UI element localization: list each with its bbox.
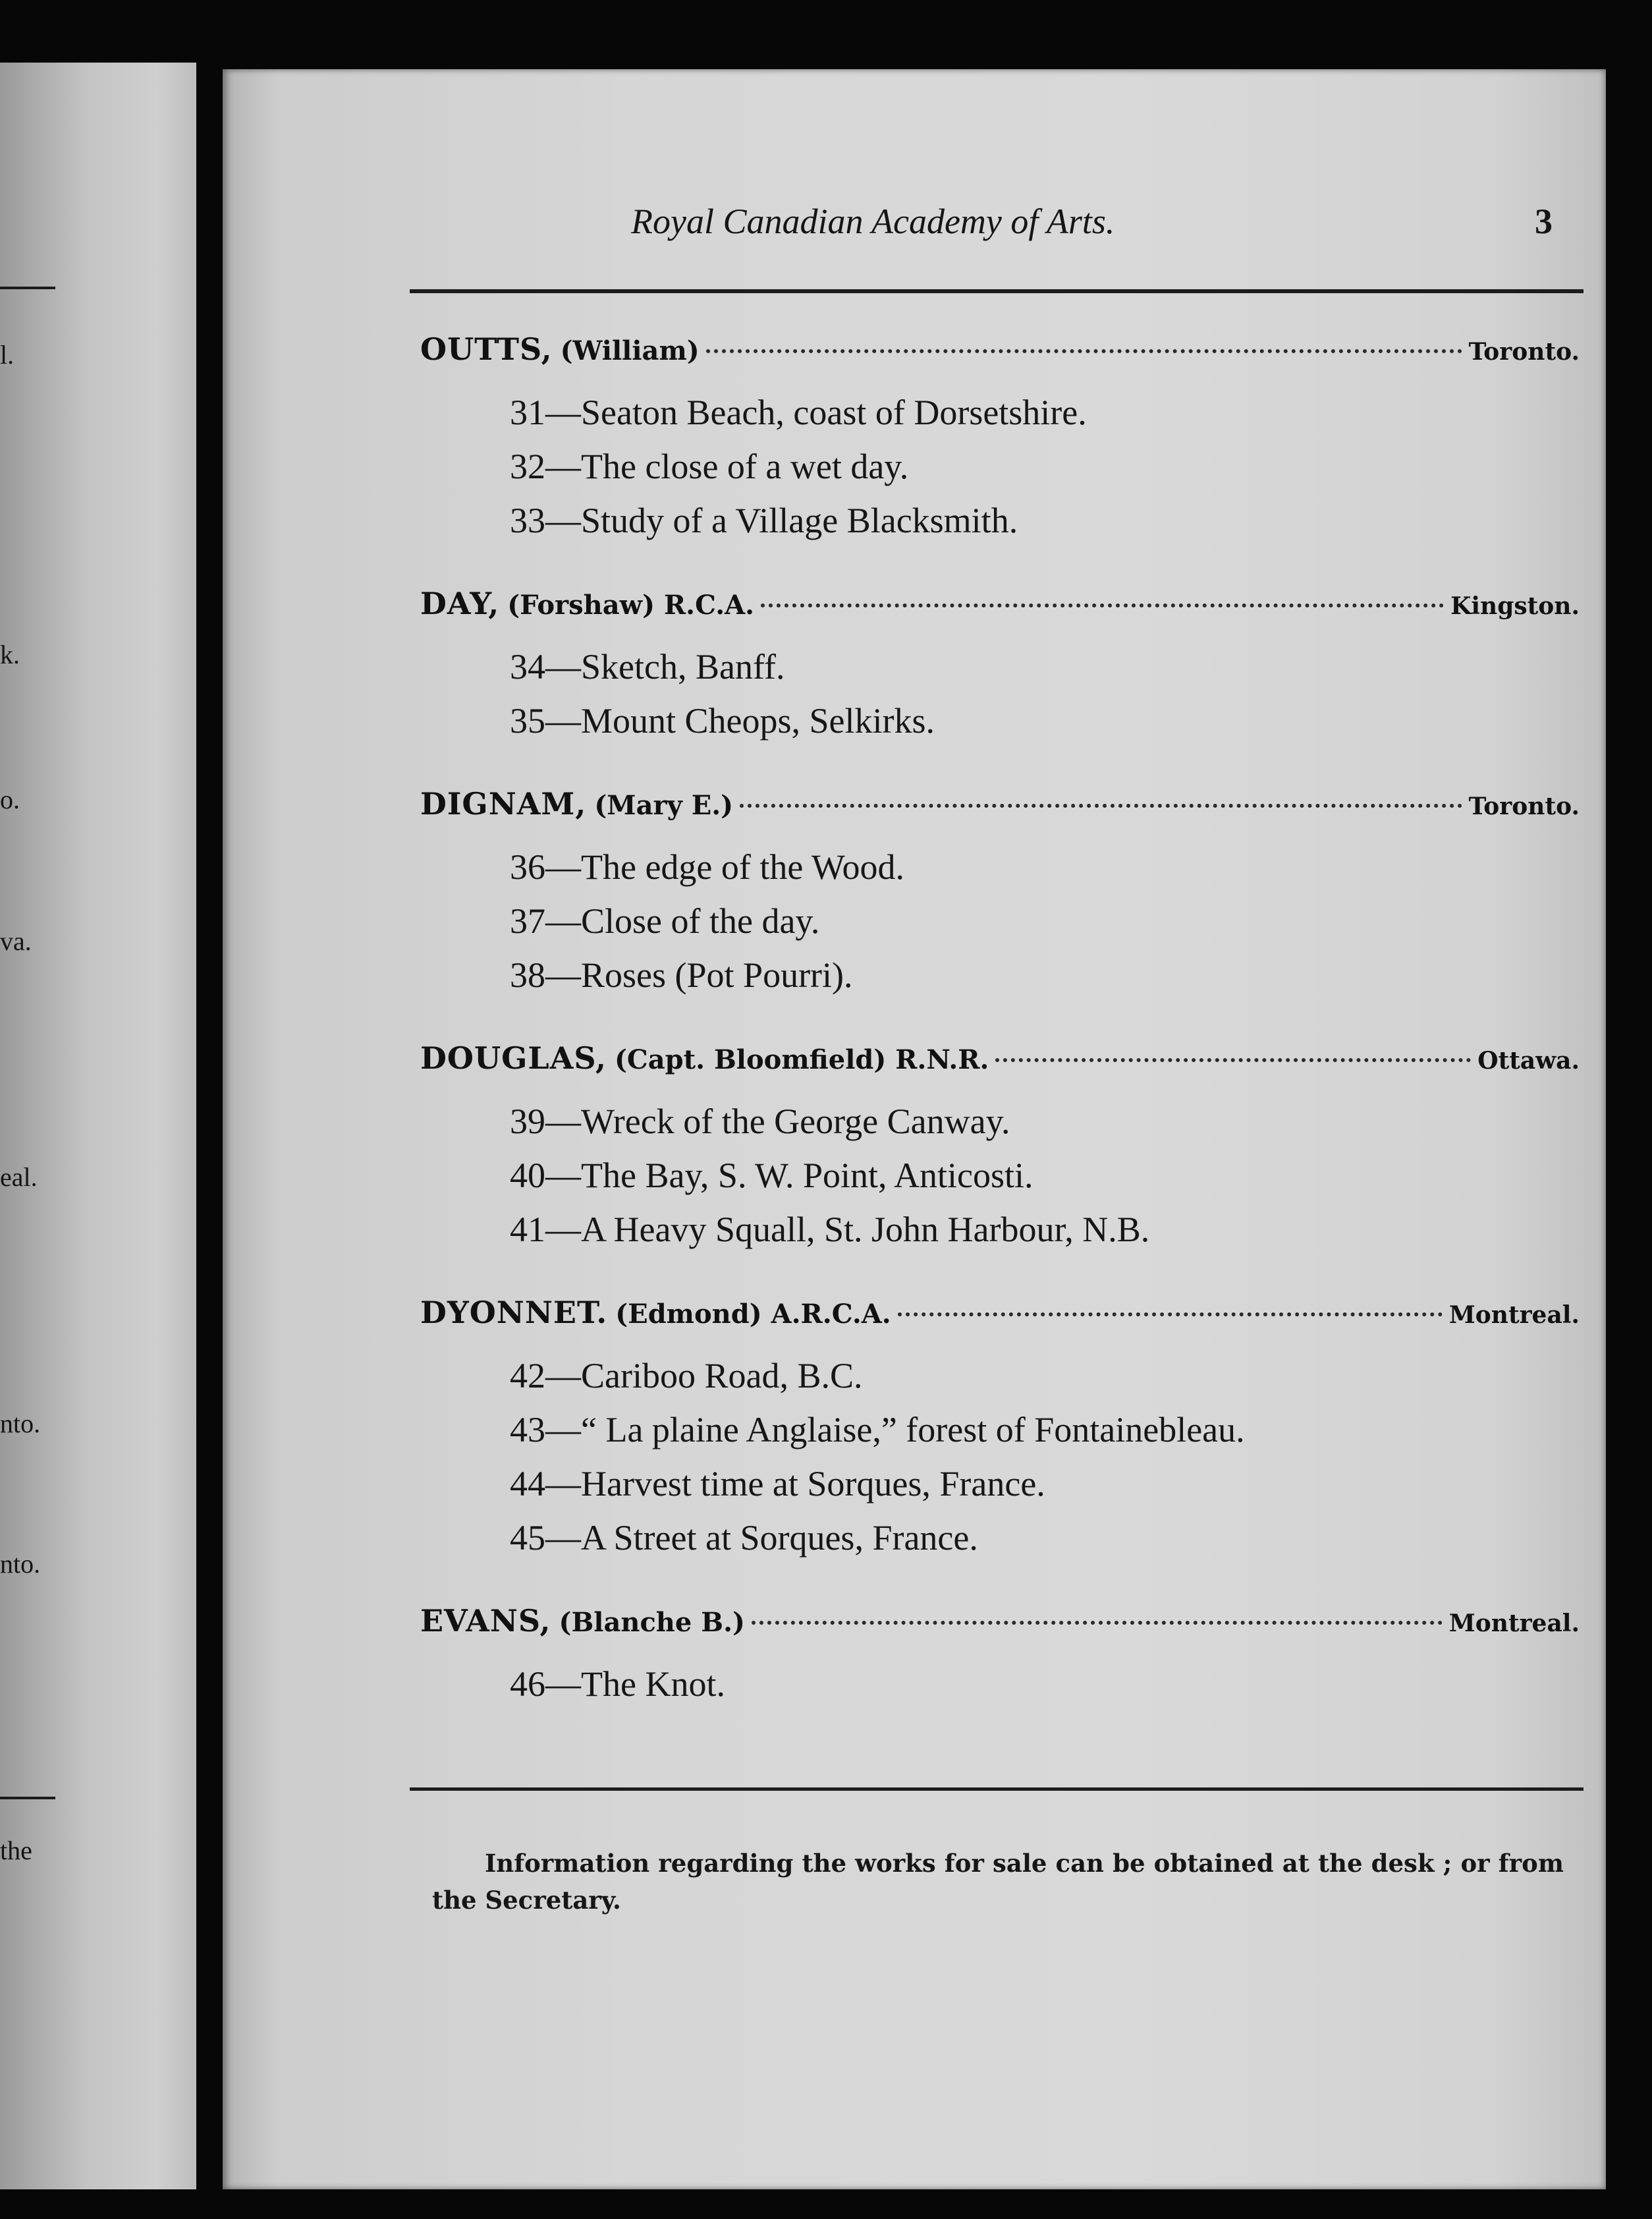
artist-city: Ottawa. [1477,1047,1580,1075]
work-item: 39—Wreck of the George Canway. [510,1102,1010,1141]
facing-page-text: nto. [0,1409,41,1438]
work-item: 35—Mount Cheops, Selkirks. [510,701,935,741]
works-list [420,385,1580,548]
artist-name: DAY, [420,586,500,621]
sales-information-note: Information regarding the works for sale can be obtained at the desk ; or from the Secretary. [432,1849,1564,1915]
artist-detail: (Capt. Bloomfield) R.N.R. [615,1044,989,1075]
work-item: 32—The close of a wet day. [510,447,909,486]
work-item: 40—The Bay, S. W. Point, Anticosti. [510,1156,1033,1195]
work-item: 34—Sketch, Banff. [510,647,785,687]
artist-name: EVANS, [420,1603,551,1639]
dot-leader [740,804,1462,808]
work-item: 38—Roses (Pot Pourri). [510,955,853,995]
works-list [420,840,1580,1002]
work-item: 46—The Knot. [510,1664,725,1704]
facing-page-text: o. [0,785,20,814]
page-number: 3 [1535,202,1553,241]
artist-name: OUTTS, [420,331,553,367]
artist-city: Toronto. [1468,338,1580,366]
facing-page-text: l. [0,340,14,370]
artist-entry [420,1295,1580,1565]
running-title: Royal Canadian Academy of Arts. [631,202,1115,241]
facing-page-text: va. [0,926,32,956]
facing-page-fragment [0,63,196,2189]
dot-leader [706,349,1462,353]
footer-rule [410,1787,1583,1791]
running-head [631,201,1553,260]
dot-leader [995,1058,1471,1062]
artist-heading [420,1603,1580,1648]
artist-detail: (Mary E.) [594,790,734,821]
works-list [420,640,1580,748]
artist-detail: (Forshaw) R.C.A. [507,590,755,621]
dot-leader [752,1621,1443,1625]
artist-heading [420,586,1580,631]
artist-entry [420,586,1580,748]
dot-leader [761,604,1444,607]
artist-entry [420,1040,1580,1256]
facing-page-text: nto. [0,1549,41,1579]
work-item: 31—Seaton Beach, coast of Dorsetshire. [510,393,1087,432]
work-item: 42—Cariboo Road, B.C. [510,1356,863,1395]
artist-city: Toronto. [1468,793,1580,820]
artist-heading [420,331,1580,376]
artist-entries [420,331,1580,1749]
artist-heading [420,1295,1580,1339]
dot-leader [898,1312,1443,1316]
work-item: 36—The edge of the Wood. [510,847,905,887]
catalogue-page [223,69,1606,2189]
artist-detail: (Blanche B.) [559,1607,745,1638]
header-rule [410,289,1583,293]
facing-page-text: eal. [0,1162,38,1192]
artist-entry [420,331,1580,548]
work-item: 41—A Heavy Squall, St. John Harbour, N.B. [510,1210,1150,1249]
artist-name: DIGNAM, [420,786,587,822]
facing-page-rule [0,1797,55,1799]
work-item: 33—Study of a Village Blacksmith. [510,501,1018,540]
artist-city: Montreal. [1448,1301,1580,1329]
facing-page-rule [0,287,55,289]
artist-detail: (Edmond) A.R.C.A. [615,1299,891,1330]
artist-name: DOUGLAS, [420,1040,607,1076]
works-list [420,1657,1580,1711]
artist-heading [420,786,1580,831]
work-item: 43—“ La plaine Anglaise,” forest of Fontainebleau. [510,1410,1245,1449]
works-list [420,1349,1580,1565]
artist-detail: (William) [560,335,700,366]
artist-city: Kingston. [1450,592,1580,620]
artist-entry [420,786,1580,1002]
work-item: 37—Close of the day. [510,901,820,941]
artist-entry [420,1603,1580,1711]
facing-page-text: k. [0,640,20,669]
artist-heading [420,1040,1580,1085]
artist-city: Montreal. [1448,1610,1580,1637]
work-item: 44—Harvest time at Sorques, France. [510,1464,1045,1503]
work-item: 45—A Street at Sorques, France. [510,1518,978,1558]
facing-page-text: the [0,1836,32,1865]
works-list [420,1094,1580,1256]
artist-name: DYONNET. [420,1295,608,1330]
